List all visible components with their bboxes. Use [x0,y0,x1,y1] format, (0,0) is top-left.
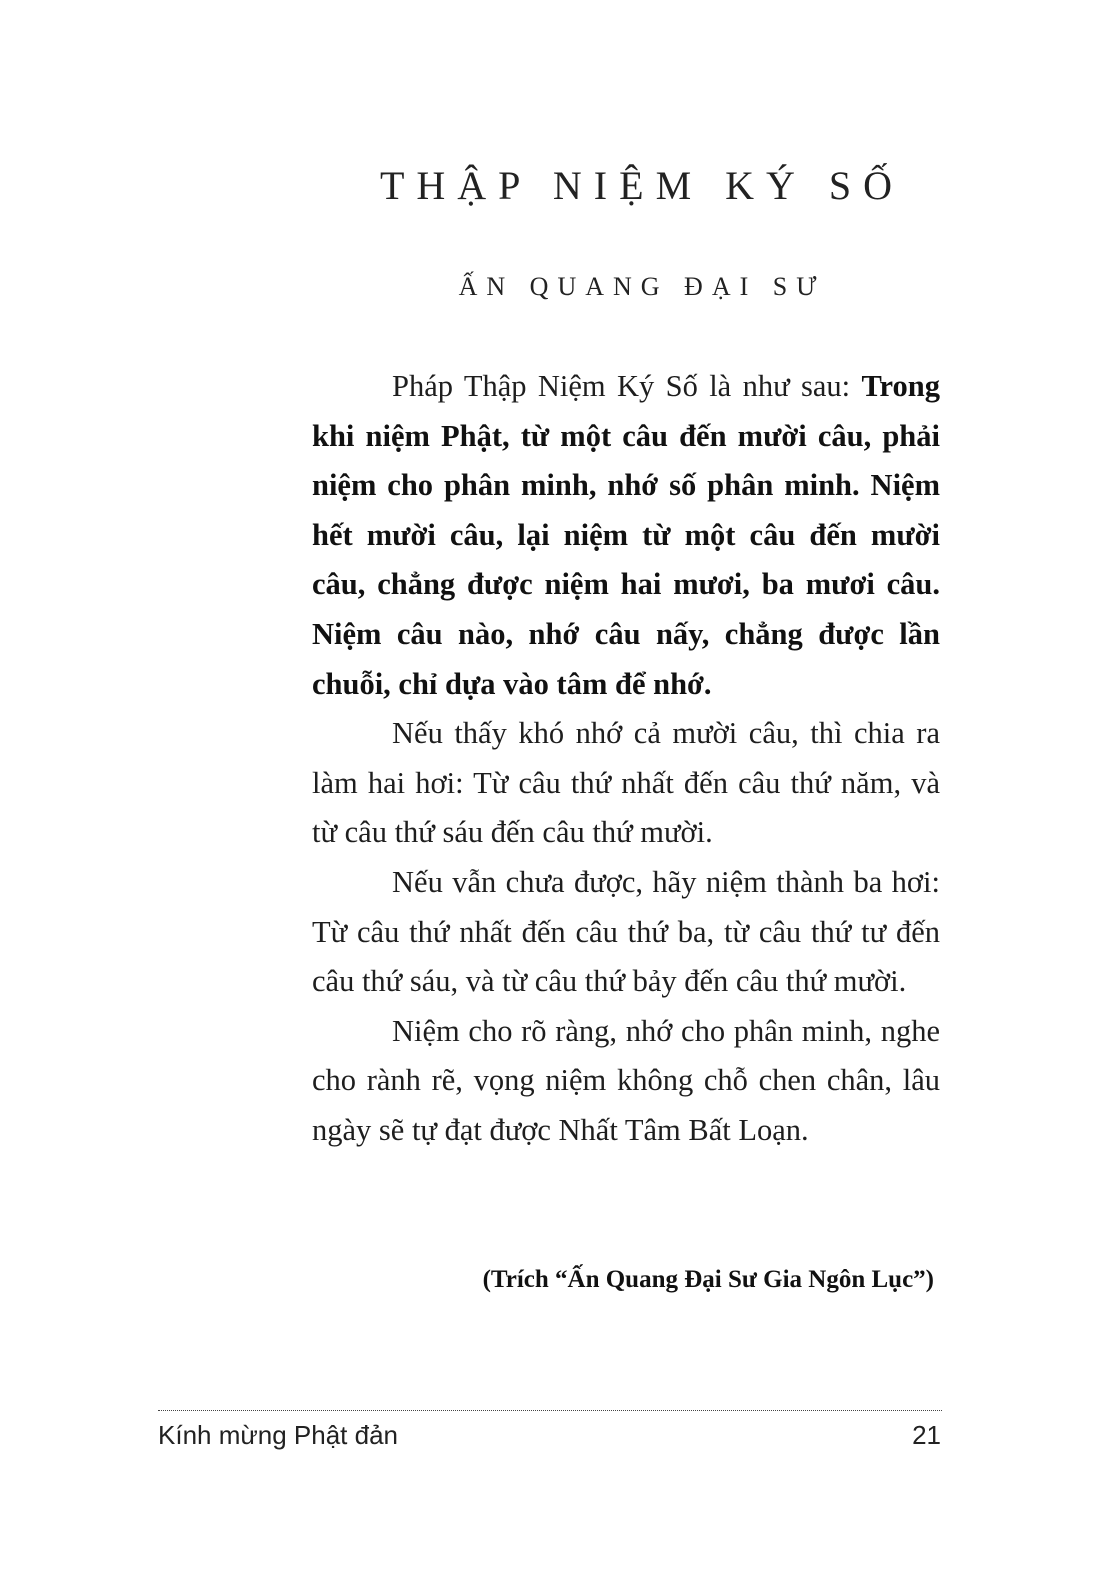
paragraph-4: Niệm cho rõ ràng, nhớ cho phân minh, nghe cho rành rẽ, vọng niệm không chỗ chen chân, lâu ngày sẽ tự đạt được Nhất Tâm Bất Loạn. [312,1013,940,1147]
page-title: THẬP NIỆM KÝ SỐ [379,163,905,208]
author-name: ẤN QUANG ĐẠI SƯ [458,272,826,301]
paragraph-3: Nếu vẫn chưa được, hãy niệm thành ba hơi: Từ câu thứ nhất đến câu thứ ba, từ câu thứ tư đến câu thứ sáu, và từ câu thứ bảy đến câu thứ mười. [312,864,940,999]
page-number: 21 [912,1420,941,1450]
footer-divider [158,1410,942,1411]
citation: (Trích “Ấn Quang Đại Sư Gia Ngôn Lục”) [482,1266,934,1293]
paragraph-1-bold: Trong khi niệm Phật, từ một câu đến mười câu, phải niệm cho phân minh, nhớ số phân minh. Niệm hết mười câu, lại niệm từ một câu đến mười câu, chẳng được niệm hai mươi, ba mươi câu. Niệm câu nào, nhớ câu nấy, chẳng được lần chuỗi, chỉ dựa vào tâm để nhớ. [312,369,940,701]
paragraph-2: Nếu thấy khó nhớ cả mười câu, thì chia ra làm hai hơi: Từ câu thứ nhất đến câu thứ năm, và từ câu thứ sáu đến câu thứ mười. [312,716,940,850]
paragraph-1 [312,362,940,709]
footer-book-title: Kính mừng Phật đản [158,1420,399,1450]
paragraph-1-intro: Pháp Thập Niệm Ký Số là như sau: [392,369,862,403]
body-text [312,362,940,1156]
